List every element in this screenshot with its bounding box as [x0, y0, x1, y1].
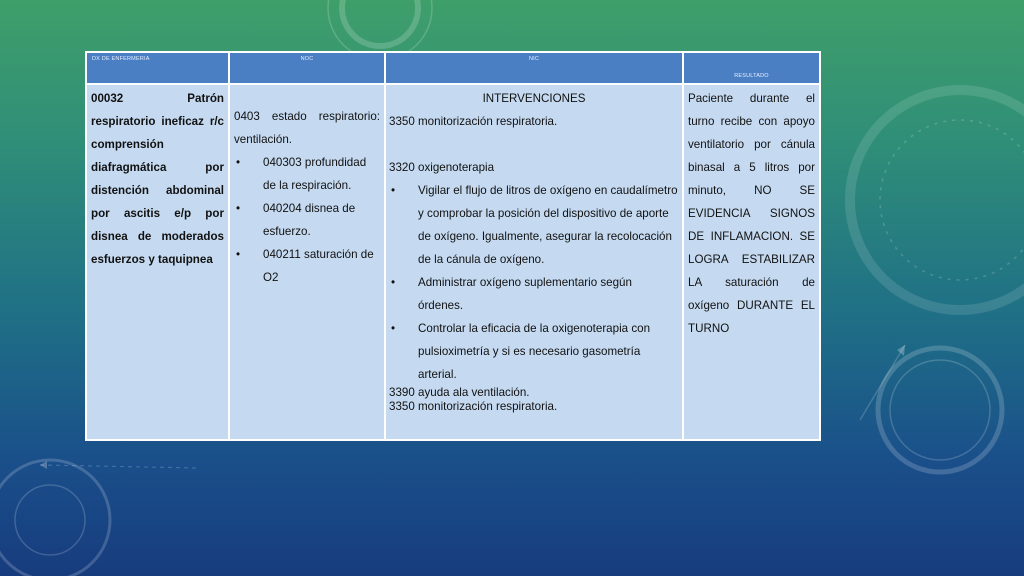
- noc-item: • 040303 profundidad de la respiración.: [234, 151, 380, 197]
- nic-list: [389, 179, 679, 386]
- resultado-cell: [683, 84, 820, 440]
- nic-line: 3320 oxigenoterapia: [389, 161, 495, 174]
- dx-cell: [86, 84, 229, 440]
- nic-item: • Vigilar el flujo de litros de oxígeno en caudalímetro y comprobar la posición del dispositivo de aporte de oxígeno. Igualmente, asegurar la recolocación de la cánula de oxígeno.: [389, 179, 679, 271]
- care-plan-table: [85, 51, 821, 441]
- nursing-diagnosis-text: 00032 Patrón respiratorio ineficaz r/c comprensión diafragmática por distención abdominal por ascitis e/p por disnea de moderados esfuerzos y taquipnea: [91, 92, 224, 266]
- resultado-text: Paciente durante el turno recibe con apoyo ventilatorio por cánula binasal a 5 litros por minuto, NO SE EVIDENCIA SIGNOS DE INFLAMACION. SE LOGRA ESTABILIZAR LA saturación de oxígeno DURANTE EL TURNO: [688, 92, 815, 335]
- header-row: [86, 52, 820, 84]
- header-noc: NOC: [229, 52, 385, 84]
- noc-list: [234, 151, 380, 289]
- nic-item: • Controlar la eficacia de la oxigenoterapia con pulsioximetría y si es necesario gasometría arterial.: [389, 317, 679, 386]
- noc-lead: 0403 estado respiratorio: ventilación.: [234, 110, 380, 146]
- nic-cell: [385, 84, 683, 440]
- nic-title: INTERVENCIONES: [482, 92, 586, 105]
- header-nic: NIC: [385, 52, 683, 84]
- nic-line: 3390 ayuda ala ventilación.: [389, 386, 530, 399]
- nic-line: 3350 monitorización respiratoria.: [389, 400, 558, 413]
- nic-item: • Administrar oxígeno suplementario según órdenes.: [389, 271, 679, 317]
- care-plan-row: [86, 84, 820, 440]
- noc-item: • 040211 saturación de O2: [234, 243, 380, 289]
- noc-cell: [229, 84, 385, 440]
- header-dx: DX DE ENFERMERIA: [86, 52, 229, 84]
- noc-item: • 040204 disnea de esfuerzo.: [234, 197, 380, 243]
- header-resultado: RESULTADO: [683, 52, 820, 84]
- nic-line: 3350 monitorización respiratoria.: [389, 115, 558, 128]
